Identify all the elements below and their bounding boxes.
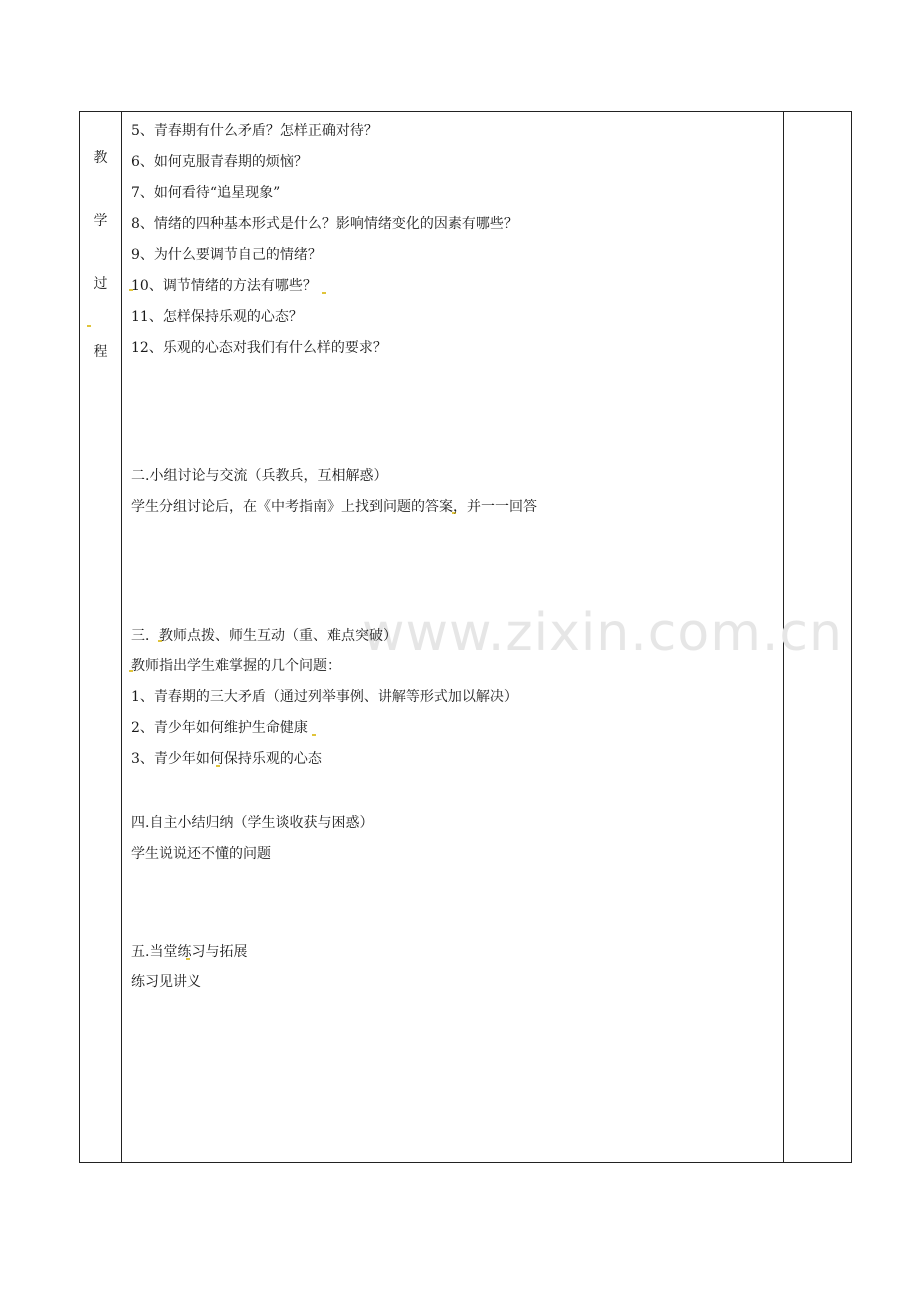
side-label-char-2: 学	[93, 213, 108, 229]
question-item: 12、乐观的心态对我们有什么样的要求？	[131, 340, 387, 356]
editor-mark	[322, 292, 326, 294]
watermark: www.zixin.com.cn	[362, 603, 843, 663]
list-item: 3、青少年如何保持乐观的心态	[131, 751, 322, 767]
question-item: 8、情绪的四种基本形式是什么？影响情绪变化的因素有哪些？	[131, 216, 518, 232]
question-item: 9、为什么要调节自己的情绪？	[131, 247, 322, 263]
question-item: 5、青春期有什么矛盾？怎样正确对待？	[131, 123, 378, 139]
section-heading: 三．教师点拨、师生互动（重、难点突破）	[131, 628, 397, 644]
section-heading: 二.小组讨论与交流（兵教兵，互相解惑）	[131, 468, 388, 484]
question-item: 7、如何看待“追星现象”	[131, 185, 281, 201]
section-heading: 四.自主小结归纳（学生谈收获与困惑）	[131, 815, 374, 831]
side-label-char-4: 程	[93, 344, 108, 360]
section-body: 学生分组讨论后，在《中考指南》上找到问题的答案，并一一回答	[131, 499, 537, 515]
question-item: 10、调节情绪的方法有哪些？	[131, 278, 317, 294]
section-body: 学生说说还不懂的问题	[131, 846, 271, 862]
editor-mark	[87, 325, 91, 327]
side-label-char-1: 教	[93, 150, 108, 166]
side-label-char-3: 过	[93, 276, 108, 292]
section-body: 练习见讲义	[131, 974, 201, 990]
question-item: 11、怎样保持乐观的心态？	[131, 309, 303, 325]
list-item: 2、青少年如何维护生命健康	[131, 720, 308, 736]
column-divider-left	[121, 112, 122, 1162]
editor-mark	[312, 734, 316, 736]
list-item: 1、青春期的三大矛盾（通过列举事例、讲解等形式加以解决）	[131, 689, 518, 705]
section-heading: 五.当堂练习与拓展	[131, 944, 248, 960]
question-item: 6、如何克服青春期的烦恼？	[131, 154, 308, 170]
section-intro: 教师指出学生难掌握的几个问题：	[131, 658, 341, 674]
